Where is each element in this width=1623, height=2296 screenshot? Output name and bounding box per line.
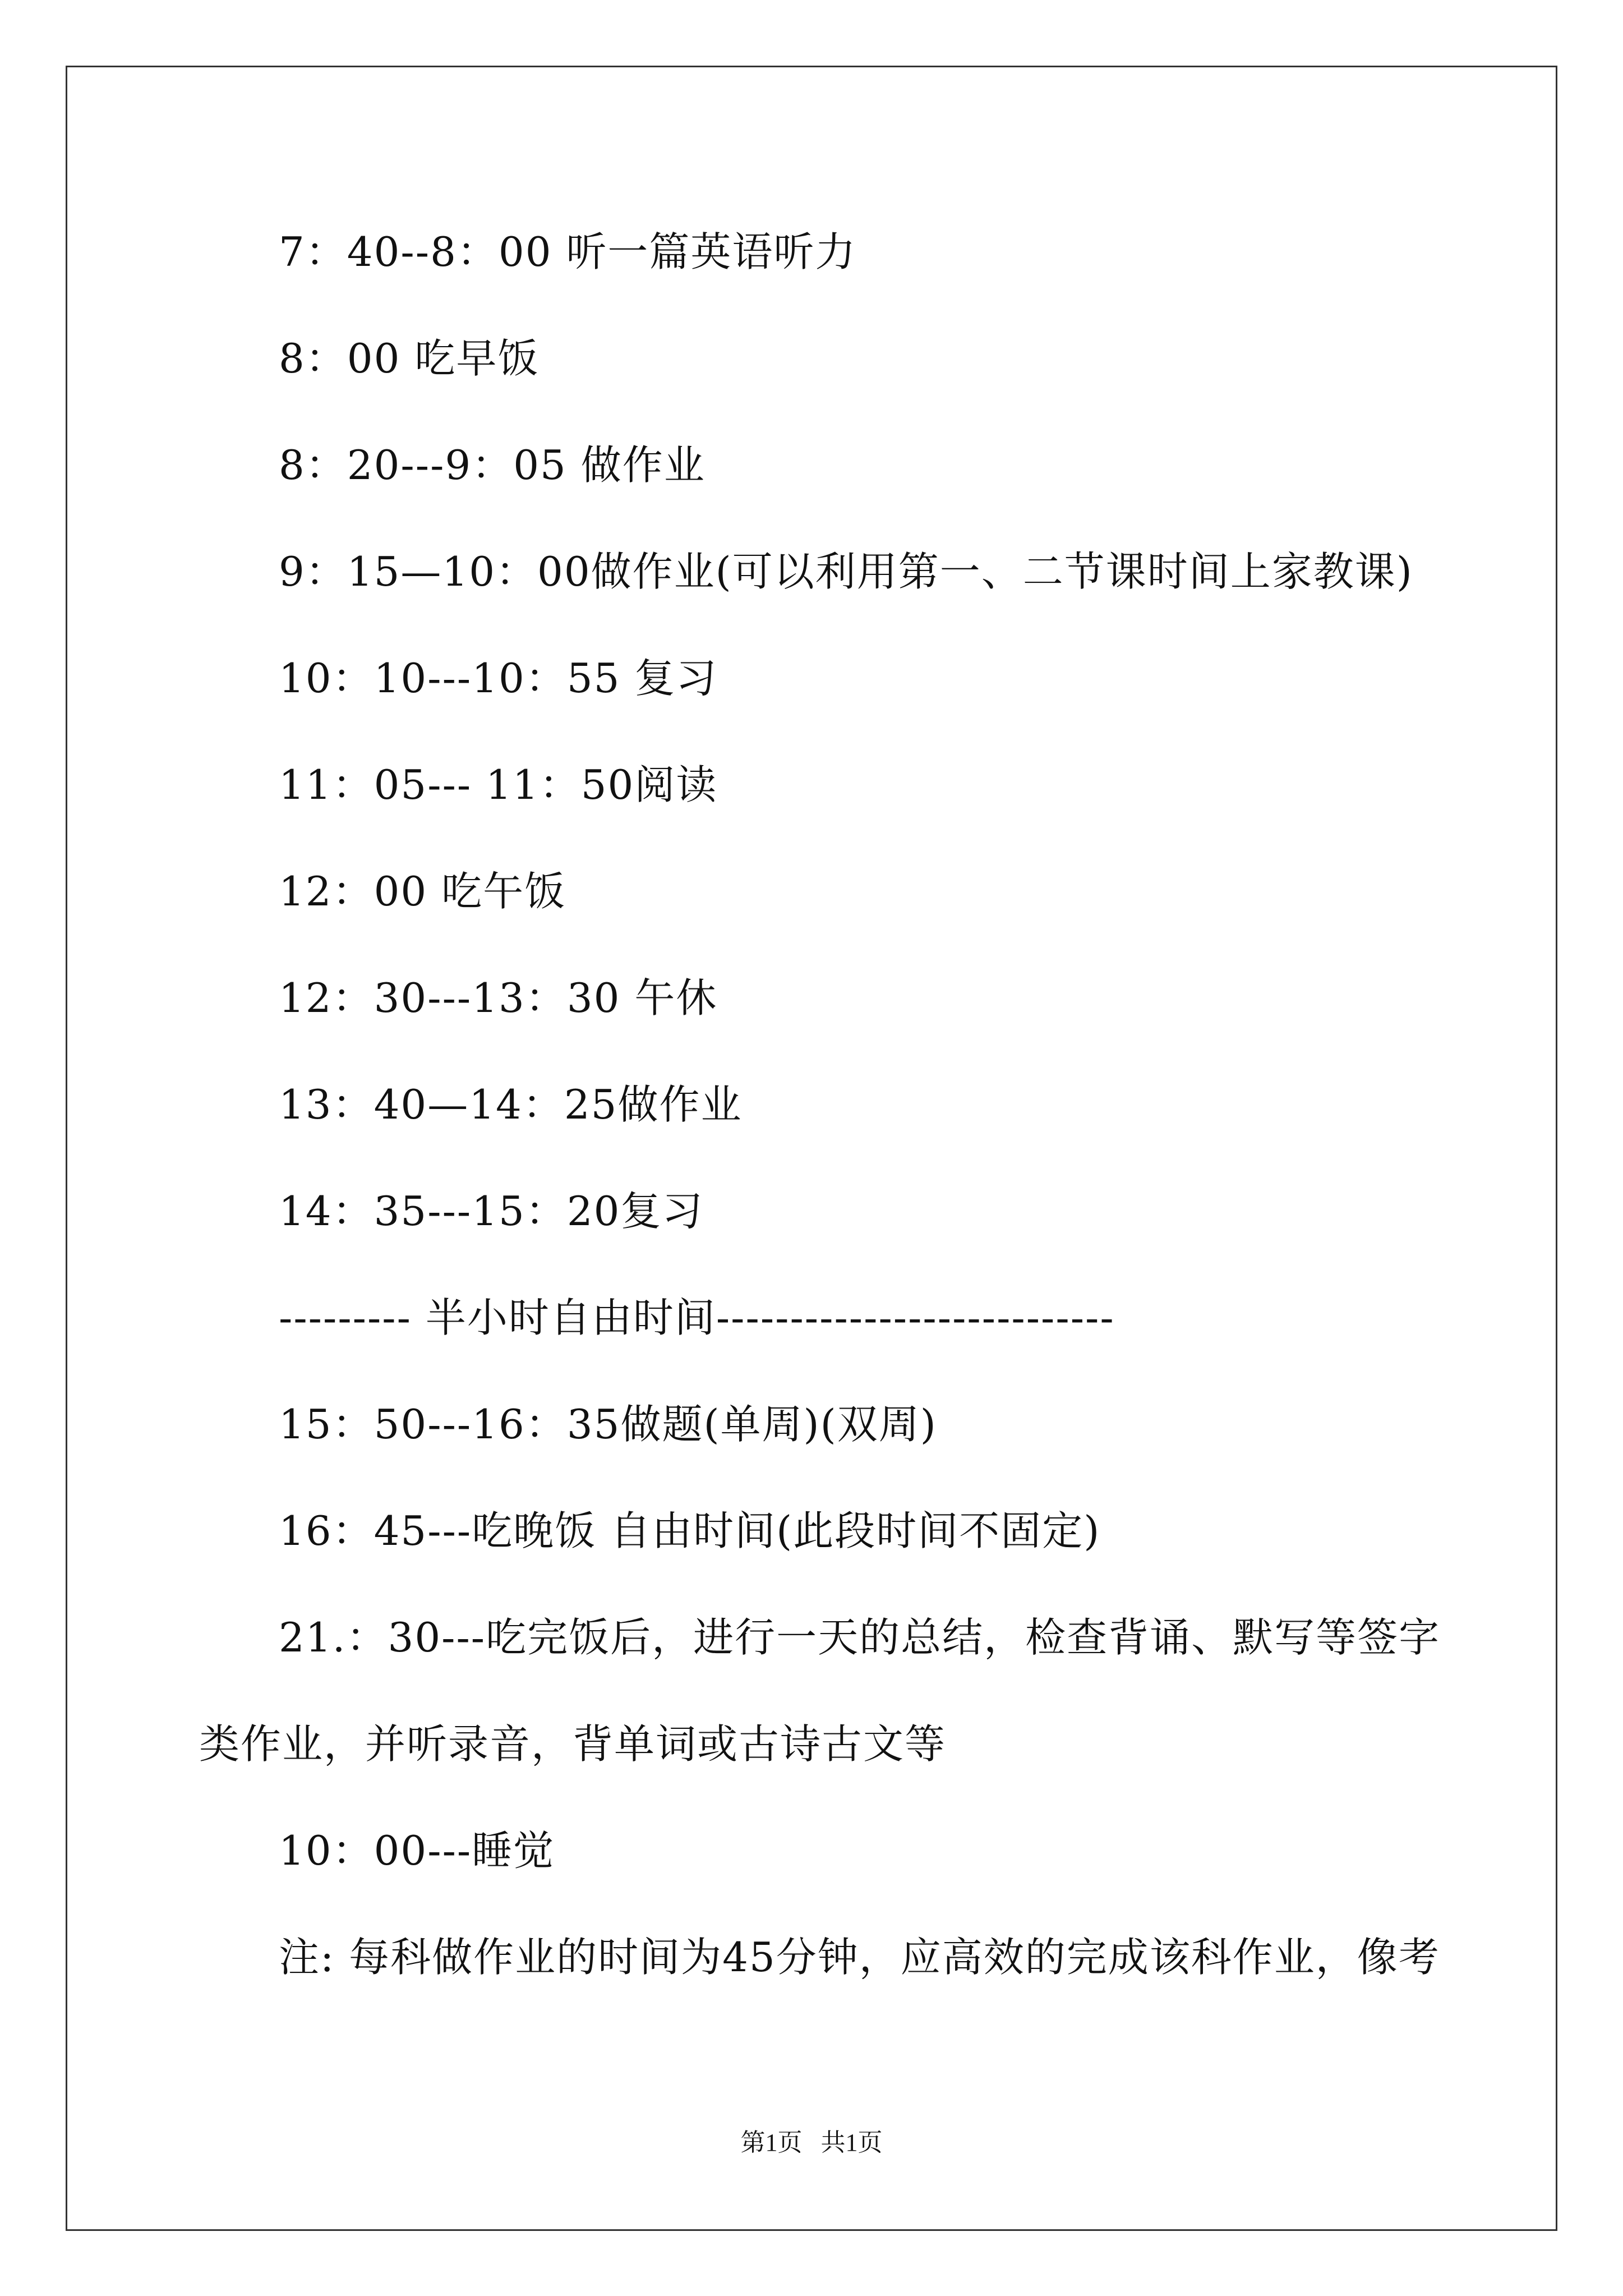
schedule-line: 21.：30---吃完饭后，进行一天的总结，检查背诵、默写等签字 <box>279 1614 1441 1661</box>
schedule-line: 14：35---15：20复习 <box>279 1188 704 1235</box>
schedule-line: 8：20---9：05 做作业 <box>279 441 706 489</box>
schedule-line: 12：00 吃午饭 <box>279 868 566 915</box>
page-footer: 第1页 共1页 <box>740 2129 883 2156</box>
page-border <box>66 66 1557 2231</box>
schedule-line: 12：30---13：30 午休 <box>279 974 718 1022</box>
free-time-divider: --------- 半小时自由时间--------------------------- <box>279 1294 1115 1341</box>
schedule-line-continuation: 类作业，并听录音，背单词或古诗古文等 <box>199 1720 947 1768</box>
schedule-line: 8：00 吃早饭 <box>279 335 540 382</box>
schedule-line: 15：50---16：35做题(单周)(双周) <box>279 1401 937 1448</box>
schedule-line: 16：45---吃晚饭 自由时间(此段时间不固定) <box>279 1507 1101 1554</box>
schedule-line: 10：00---睡觉 <box>279 1827 555 1874</box>
schedule-line: 7：40--8：00 听一篇英语听力 <box>279 228 857 275</box>
schedule-line: 9：15—10：00做作业(可以利用第一、二节课时间上家教课) <box>279 548 1413 595</box>
schedule-line: 10：10---10：55 复习 <box>279 655 718 702</box>
schedule-line: 11：05--- 11：50阅读 <box>279 761 718 808</box>
note-line: 注: 每科做作业的时间为45分钟，应高效的完成该科作业，像考 <box>279 1934 1440 1981</box>
schedule-line: 13：40—14：25做作业 <box>279 1081 743 1128</box>
